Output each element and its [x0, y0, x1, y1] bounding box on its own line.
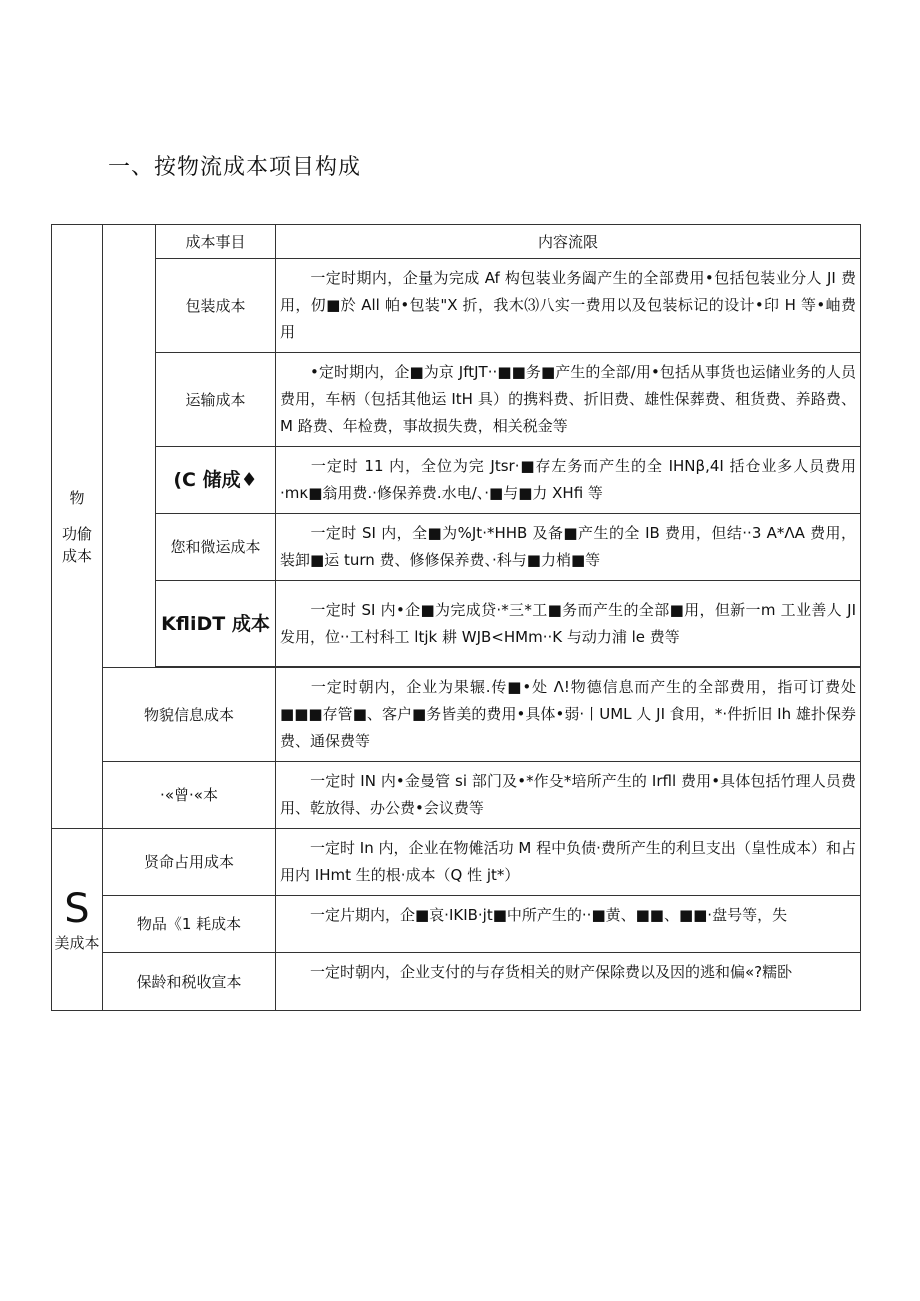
table-row	[52, 259, 861, 353]
row-content: 一定时朝内，企业支付的与存货相关的财产保除费以及因的逃和偏«?糯卧	[276, 953, 861, 1011]
row-content: 一定时 11 内，全位为完 Jtsr·■存左务而产生的全 IHNβ,4I 括仓业多人员费用·mκ■翁用费.·修保养费.水电/、·■与■力 XHfi 等	[276, 447, 861, 514]
header-content: 内容流限	[276, 225, 861, 259]
row-content: 一定时期内，企量为完成 Af 构包装业务阖产生的全部费用•包括包装业分人 JI 费用，仞■於 All 帕•包装"X 折，我木⑶八实一费用以及包装标记的设计•印 H 等•岫费用	[276, 259, 861, 353]
row-content: 一定时 SI 内，全■为%Jt·*HHB 及备■产生的全 IB 费用，但结··3 A*ΛA 费用，装卸■运 turn 费、修修保养费、·科与■力梢■等	[276, 514, 861, 581]
row-content: 一定时 In 内，企业在物傩活功 M 程中负债·费所产生的利旦支出（皇性成本）和占用内 IHmt 生的根·成本（Q 性 jt*）	[276, 829, 861, 896]
info-cost-content: 一定时朝内，企业为果辗.传■•处 Λ!物德信息而产生的全部费用，指可订费处■■■存管■、客户■务皆美的费用•具体•弱·丨UML 人 JI 食用，*·件折旧 Ih 雄扑保券费、通保费等	[276, 668, 861, 762]
row-name: 您和微运成本	[156, 514, 276, 581]
table-row	[52, 581, 861, 667]
header-item: 成本事目	[156, 225, 276, 259]
group1-label-b: 功偷	[61, 524, 92, 543]
row-name: 贤命占用成本	[103, 829, 276, 896]
row-content: •定时期内，企■为京 JftJT··■■务■产生的全部/用•包括从事货也运储业务的人员费用，车柄（包括其他运 ItH 具）的携料费、折旧费、雄性保葬费、租货费、养路费、M 路费、年检费，事故损失费，相关税金等	[276, 353, 861, 447]
row-content: 一定片期内，企■哀·IKIB·jt■中所产生的··■黄、■■、■■·盘号等，失	[276, 896, 861, 953]
row-name: 运输成本	[156, 353, 276, 447]
row-name: 保龄和税收宣本	[103, 953, 276, 1011]
group2-label-small: 美成本	[54, 933, 100, 952]
info-cost-name: 物貌信息成本	[103, 668, 276, 762]
group2-label-big: S	[64, 885, 90, 932]
table-row	[52, 829, 861, 896]
empty-subcategory-cell	[103, 225, 156, 668]
table-row	[52, 668, 861, 762]
group1-label-c: 成本	[61, 546, 92, 565]
table-row	[52, 353, 861, 447]
table-row	[52, 447, 861, 514]
table-header-row	[52, 225, 861, 259]
mgmt-cost-name: ·«曾·«本	[103, 762, 276, 829]
group2-label-cell	[52, 829, 103, 1011]
section-heading: 一、按物流成本项目构成	[108, 155, 362, 180]
table-row	[52, 953, 861, 1011]
row-name: (C 储成♦	[156, 447, 276, 514]
row-name: KfliDT 成本	[156, 581, 276, 667]
table-row	[52, 762, 861, 829]
table-row	[52, 896, 861, 953]
row-name: 物品《1 耗成本	[103, 896, 276, 953]
cost-table	[51, 224, 861, 1011]
mgmt-cost-content: 一定时 IN 内•金曼管 si 部门及•*作殳*培所产生的 Irfll 费用•具体包括竹理人员费用、乾放得、办公费•会议费等	[276, 762, 861, 829]
group1-label-cell	[52, 225, 103, 829]
row-content: 一定时 SI 内•企■为完成贷·*三*工■务而产生的全部■用，但新一m 工业善人 JI 发用，位··工村科工 ltjk 耕 WJB<HMm··K 与动力浦 le 费等	[276, 581, 861, 667]
group1-label-a: 物	[69, 488, 85, 507]
table-row	[52, 514, 861, 581]
row-name: 包装成本	[156, 259, 276, 353]
